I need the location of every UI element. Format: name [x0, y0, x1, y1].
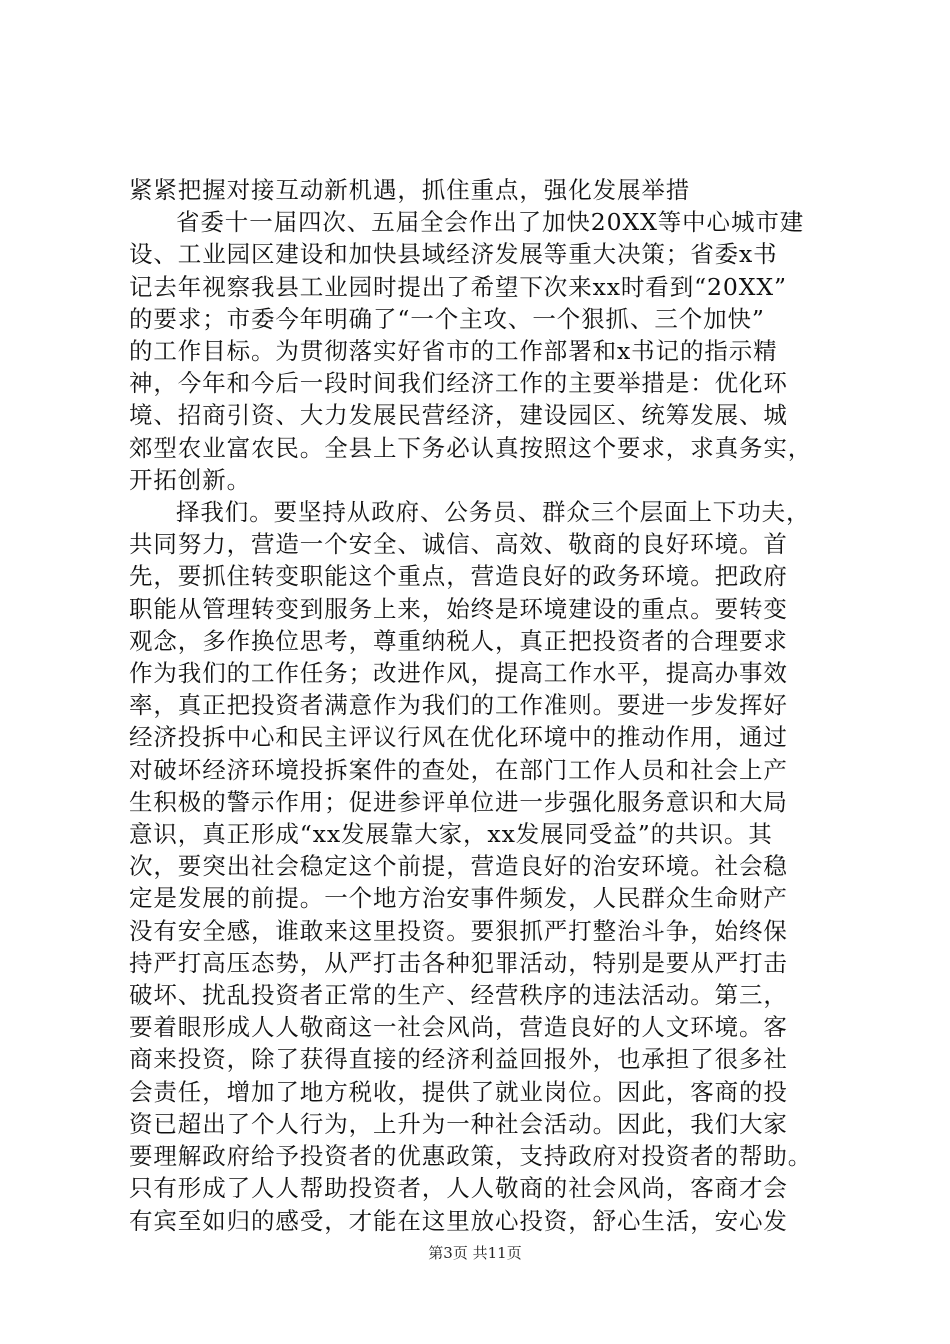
paragraph-line: 次，要突出社会稳定这个前提，营造良好的治安环境。社会稳 [129, 852, 788, 881]
paragraph-line: 开拓创新。 [129, 465, 251, 494]
paragraph-line: 记去年视察我县工业园时提出了希望下次来xx时看到“20XX” [129, 272, 787, 301]
paragraph-line: 意识，真正形成“xx发展靠大家，xx发展同受益”的共识。其 [129, 820, 773, 849]
paragraph-line: 职能从管理转变到服务上来，始终是环境建设的重点。要转变 [129, 594, 788, 623]
paragraph-line: 共同努力，营造一个安全、诚信、高效、敬商的良好环境。首 [129, 530, 788, 559]
paragraph-line: 郊型农业富农民。全县上下务必认真按照这个要求，求真务实， [129, 433, 813, 462]
paragraph-line: 对破坏经济环境投拆案件的查处，在部门工作人员和社会上产 [129, 755, 788, 784]
paragraph-line: 商来投资，除了获得直接的经济利益回报外，也承担了很多社 [129, 1045, 788, 1074]
paragraph-line: 要着眼形成人人敬商这一社会风尚，营造良好的人文环境。客 [129, 1013, 788, 1042]
paragraph-line: 择我们。要坚持从政府、公务员、群众三个层面上下功夫， [176, 498, 811, 527]
paragraph-line: 境、招商引资、大力发展民营经济，建设园区、统筹发展、城 [129, 401, 788, 430]
heading-line: 紧紧把握对接互动新机遇，抓住重点，强化发展举措 [129, 176, 691, 204]
page-footer: 第3页 共11页 [428, 1244, 522, 1262]
paragraph-line: 的要求；市委今年明确了“一个主攻、一个狠抓、三个加快” [129, 304, 765, 333]
paragraph-line: 设、工业园区建设和加快县域经济发展等重大决策；省委x书 [129, 240, 778, 269]
paragraph-line: 生积极的警示作用；促进参评单位进一步强化服务意识和大局 [129, 787, 788, 816]
paragraph-line: 定是发展的前提。一个地方治安事件频发，人民群众生命财产 [129, 884, 788, 913]
document-body [129, 174, 829, 1237]
paragraph-line: 只有形成了人人帮助投资者，人人敬商的社会风尚，客商才会 [129, 1174, 788, 1203]
paragraph-line: 神，今年和今后一段时间我们经济工作的主要举措是：优化环 [129, 369, 788, 398]
paragraph-line: 的工作目标。为贯彻落实好省市的工作部署和x书记的指示精 [129, 337, 778, 366]
paragraph-line: 要理解政府给予投资者的优惠政策，支持政府对投资者的帮助。 [129, 1142, 813, 1171]
paragraph-line: 率，真正把投资者满意作为我们的工作准则。要进一步发挥好 [129, 691, 788, 720]
paragraph-line: 有宾至如归的感受，才能在这里放心投资，舒心生活，安心发 [129, 1206, 788, 1235]
paragraph-line: 会责任，增加了地方税收，提供了就业岗位。因此，客商的投 [129, 1077, 788, 1106]
paragraph-line: 持严打高压态势，从严打击各种犯罪活动，特别是要从严打击 [129, 948, 788, 977]
paragraph-line: 先，要抓住转变职能这个重点，营造良好的政务环境。把政府 [129, 562, 788, 591]
paragraph-line: 资已超出了个人行为，上升为一种社会活动。因此，我们大家 [129, 1109, 788, 1138]
paragraph-line: 观念，多作换位思考，尊重纳税人，真正把投资者的合理要求 [129, 626, 788, 655]
paragraph-line: 没有安全感，谁敢来这里投资。要狠抓严打整治斗争，始终保 [129, 916, 788, 945]
paragraph-line: 省委十一届四次、五届全会作出了加快20XX等中心城市建 [176, 208, 805, 237]
paragraph-line: 破坏、扰乱投资者正常的生产、经营秩序的违法活动。第三， [129, 981, 788, 1010]
paragraph-line: 作为我们的工作任务；改进作风，提高工作水平，提高办事效 [129, 659, 788, 688]
paragraph-line: 经济投拆中心和民主评议行风在优化环境中的推动作用，通过 [129, 723, 788, 752]
